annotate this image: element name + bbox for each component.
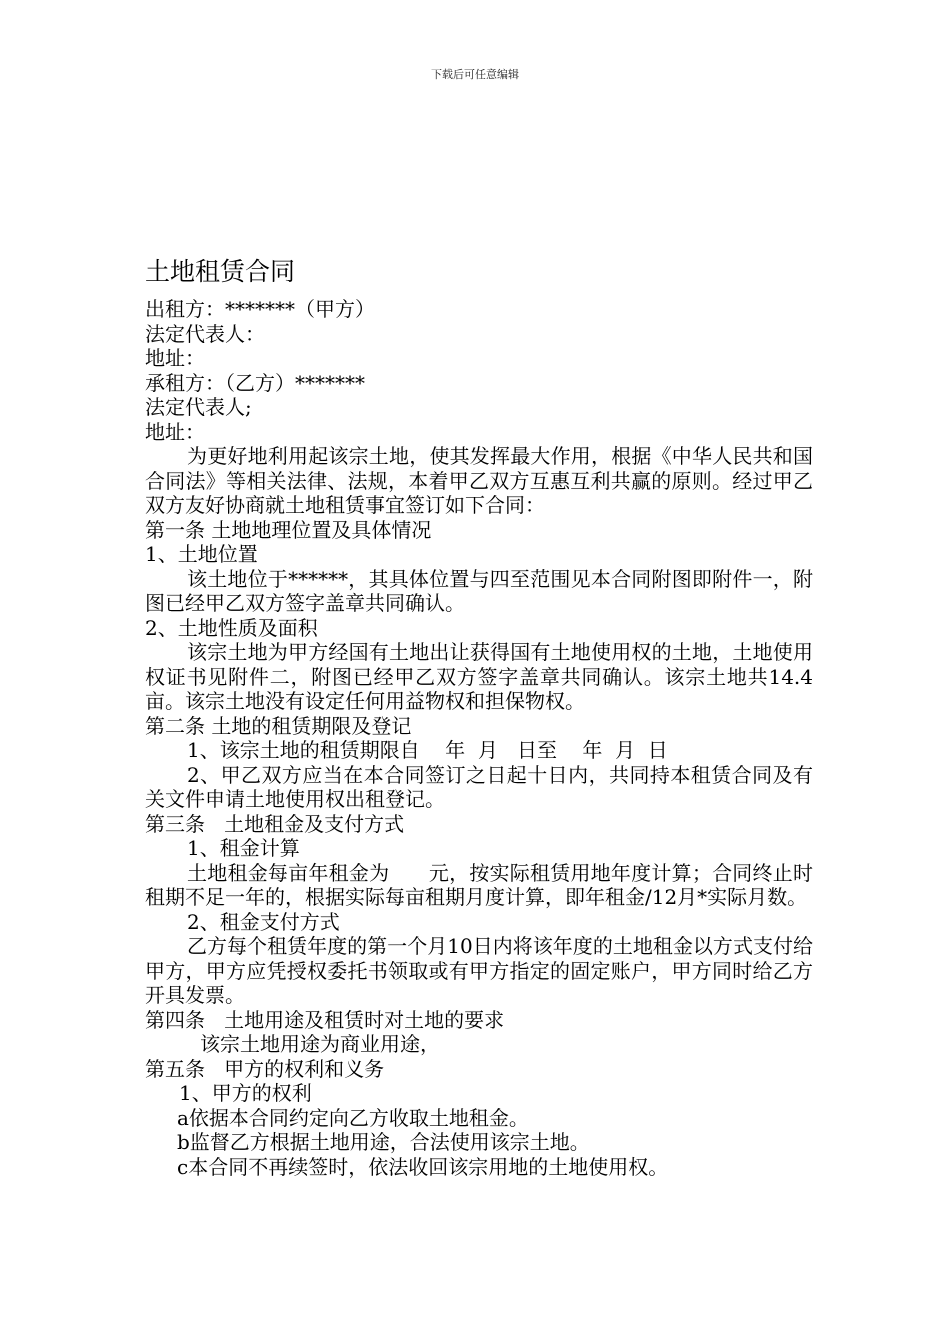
article-2-heading: 第二条 土地的租赁期限及登记	[145, 713, 412, 738]
intro-paragraph: 为更好地利用起该宗土地，使其发挥最大作用，根据《中华人民共和国合同法》等相关法律、法规，本着甲乙双方互惠互利共赢的原则。经过甲乙双方友好协商就土地租赁事宜签订如下合同：	[145, 444, 813, 517]
article-2-paragraph-1: 1、该宗土地的租赁期限自 年 月 日至 年 月 日	[187, 738, 668, 762]
contract-document	[145, 255, 813, 1179]
article-5-item-c: c本合同不再续签时，依法收回该宗用地的土地使用权。	[177, 1154, 669, 1179]
article-4-heading: 第四条 土地用途及租赁时对土地的要求	[145, 1007, 505, 1032]
article-3-section-1: 1、租金计算	[187, 836, 300, 860]
article-3-paragraph-2: 乙方每个租赁年度的第一个月10日内将该年度的土地租金以方式支付给甲方，甲方应凭授权委托书领取或有甲方指定的固定账户，甲方同时给乙方开具发票。	[145, 934, 813, 1007]
lessee-line: 承租方：（乙方）*******	[145, 370, 365, 395]
header-note: 下载后可任意编辑	[431, 68, 519, 81]
article-3-heading: 第三条 土地租金及支付方式	[145, 811, 405, 836]
lessee-representative: 法定代表人;	[145, 395, 252, 419]
lessor-representative: 法定代表人：	[145, 321, 265, 346]
lessor-address: 地址：	[145, 346, 205, 370]
article-5-section-1: 1、甲方的权利	[179, 1081, 312, 1105]
document-title: 土地租赁合同	[145, 257, 296, 286]
article-5-item-b: b监督乙方根据土地用途，合法使用该宗土地。	[177, 1130, 590, 1154]
article-1-paragraph-1: 该土地位于******，其具体位置与四至范围见本合同附图即附件一，附图已经甲乙双方签字盖章共同确认。	[145, 566, 813, 615]
article-1-section-2: 2、土地性质及面积	[145, 615, 318, 640]
article-5-heading: 第五条 甲方的权利和义务	[145, 1056, 385, 1081]
article-3-section-2: 2、租金支付方式	[187, 909, 340, 934]
lessee-address: 地址：	[145, 419, 205, 444]
article-5-item-a: a依据本合同约定向乙方收取土地租金。	[177, 1105, 529, 1130]
article-1-paragraph-2: 该宗土地为甲方经国有土地出让获得国有土地使用权的土地，土地使用权证书见附件二，附图已经甲乙双方签字盖章共同确认。该宗土地共14.4亩。该宗土地没有设定任何用益物权和担保物权。	[145, 640, 813, 713]
article-2-paragraph-2: 2、甲乙双方应当在本合同签订之日起十日内，共同持本租赁合同及有关文件申请土地使用权出租登记。	[145, 762, 813, 811]
article-3-paragraph-1: 土地租金每亩年租金为 元，按实际租赁用地年度计算；合同终止时租期不足一年的，根据实际每亩租期月度计算，即年租金/12月*实际月数。	[145, 860, 813, 909]
article-4-paragraph-1: 该宗土地用途为商业用途，	[200, 1032, 440, 1056]
lessor-line: 出租方：*******（甲方）	[145, 297, 375, 321]
article-1-section-1: 1、土地位置	[145, 542, 258, 566]
article-1-heading: 第一条 土地地理位置及具体情况	[145, 517, 432, 542]
